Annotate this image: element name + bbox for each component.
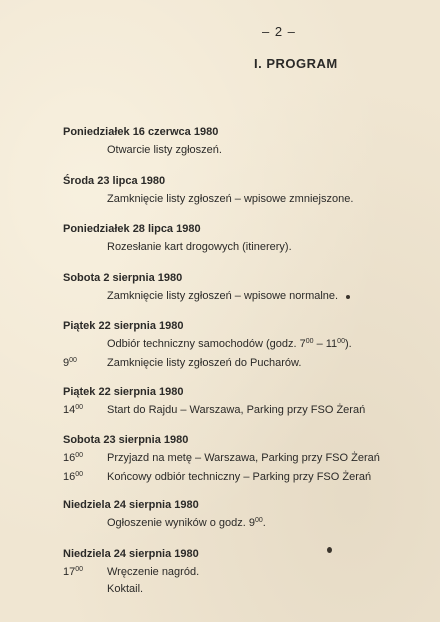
entry-date: Piątek 22 sierpnia 1980 xyxy=(63,386,184,398)
time-superscript: 00 xyxy=(305,338,314,345)
entry-date: Sobota 23 sierpnia 1980 xyxy=(63,434,189,446)
time-superscript: 00 xyxy=(254,517,263,524)
entry-time xyxy=(63,403,103,418)
entry-time xyxy=(63,356,103,371)
entry-date: Niedziela 24 sierpnia 1980 xyxy=(63,499,199,511)
entry-text-part: – 11 xyxy=(313,338,338,350)
entry-text: Zamknięcie listy zgłoszeń – wpisowe normalne. xyxy=(107,290,339,302)
time-hour: 16 xyxy=(63,452,76,464)
schedule-entry xyxy=(63,385,423,418)
time-hour: 14 xyxy=(63,404,76,416)
entry-date: Poniedziałek 28 lipca 1980 xyxy=(63,223,201,235)
paper-speck xyxy=(346,295,350,299)
time-hour: 16 xyxy=(63,471,76,483)
entry-text: Rozesłanie kart drogowych (itinerery). xyxy=(107,241,292,253)
schedule-entry xyxy=(63,498,423,531)
entry-text-part: . xyxy=(262,517,266,529)
time-superscript: 00 xyxy=(75,566,84,573)
entry-line xyxy=(63,337,423,352)
paper-speck xyxy=(327,547,332,553)
entry-line xyxy=(63,356,423,371)
entry-date: Piątek 22 sierpnia 1980 xyxy=(63,320,184,332)
entry-date: Sobota 2 sierpnia 1980 xyxy=(63,272,183,284)
entry-text-part: Ogłoszenie wyników o godz. 9 xyxy=(107,517,255,529)
entry-line xyxy=(63,451,423,466)
entry-date: Poniedziałek 16 czerwca 1980 xyxy=(63,126,219,138)
schedule-entry xyxy=(63,547,423,597)
entry-line xyxy=(63,565,423,580)
time-hour: 9 xyxy=(63,357,70,369)
entry-line xyxy=(63,403,423,418)
time-superscript: 00 xyxy=(75,452,84,459)
schedule-entry xyxy=(63,433,423,485)
entry-line xyxy=(63,470,423,485)
schedule-entry xyxy=(63,174,423,207)
section-title: I. PROGRAM xyxy=(254,56,338,71)
time-superscript: 00 xyxy=(75,471,84,478)
entry-line xyxy=(63,143,423,158)
schedule-entry xyxy=(63,319,423,371)
entry-text: Zamknięcie listy zgłoszeń do Pucharów. xyxy=(107,357,302,369)
entry-text: Przyjazd na metę – Warszawa, Parking przy FSO Żerań xyxy=(107,452,380,464)
time-superscript: 00 xyxy=(337,338,345,345)
schedule-entry xyxy=(63,271,423,304)
schedule-entry xyxy=(63,222,423,255)
entry-text: Start do Rajdu – Warszawa, Parking przy FSO Żerań xyxy=(107,404,366,416)
entry-time xyxy=(63,565,103,580)
entry-line xyxy=(63,516,423,531)
entry-line xyxy=(63,582,423,597)
entry-date: Niedziela 24 sierpnia 1980 xyxy=(63,548,199,560)
entry-text: Końcowy odbiór techniczny – Parking przy FSO Żerań xyxy=(107,471,372,483)
entry-text xyxy=(107,337,352,352)
entry-line xyxy=(63,240,423,255)
entry-time xyxy=(63,470,103,485)
entry-date: Środa 23 lipca 1980 xyxy=(63,175,166,187)
entry-text: Koktail. xyxy=(107,583,144,595)
entry-line xyxy=(63,289,423,304)
time-superscript: 00 xyxy=(69,357,77,364)
time-hour: 17 xyxy=(63,566,76,578)
entry-text: Zamknięcie listy zgłoszeń – wpisowe zmniejszone. xyxy=(107,193,354,205)
entry-text-part: Odbiór techniczny samochodów (godz. 7 xyxy=(107,338,306,350)
entry-line xyxy=(63,192,423,207)
entry-text-part: ). xyxy=(344,338,352,350)
entry-text: Otwarcie listy zgłoszeń. xyxy=(107,144,222,156)
entry-text: Wręczenie nagród. xyxy=(107,566,200,578)
entry-time xyxy=(63,451,103,466)
page-number: – 2 – xyxy=(262,24,296,39)
schedule-entry xyxy=(63,125,423,158)
entry-text xyxy=(107,516,266,531)
time-superscript: 00 xyxy=(75,404,84,411)
